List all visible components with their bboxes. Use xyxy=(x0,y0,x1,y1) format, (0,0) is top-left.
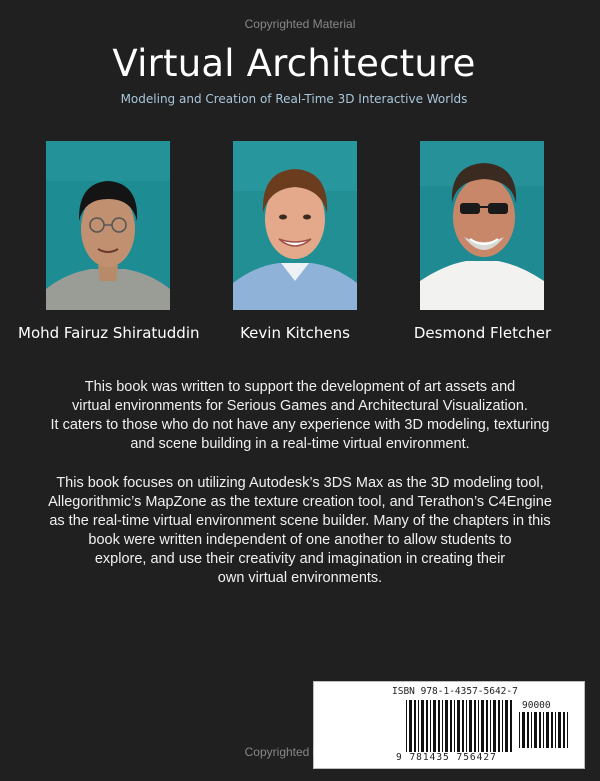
paragraph-line: This book focuses on utilizing Autodesk’s 3DS Max as the 3D modeling tool, xyxy=(56,475,544,491)
author-name-3: Desmond Fletcher xyxy=(413,324,552,342)
author-photo-3 xyxy=(420,141,544,310)
author-photo-2 xyxy=(233,141,357,310)
author-name-1: Mohd Fairuz Shiratuddin xyxy=(18,324,200,342)
isbn-text: ISBN 978-1-4357-5642-7 xyxy=(392,686,518,697)
description-paragraph-2 xyxy=(0,474,600,588)
paragraph-line: Allegorithmic’s MapZone as the texture creation tool, and Terathon’s C4Engine xyxy=(48,494,552,510)
paragraph-line: This book was written to support the development of art assets and xyxy=(84,379,516,395)
author-name-2: Kevin Kitchens xyxy=(240,324,350,342)
paragraph-line: It caters to those who do not have any experience with 3D modeling, texturing xyxy=(50,417,550,433)
book-title: Virtual Architecture xyxy=(112,42,476,85)
book-subtitle: Modeling and Creation of Real-Time 3D Interactive Worlds xyxy=(120,92,468,106)
paragraph-line: virtual environments for Serious Games and Architectural Visualization. xyxy=(72,398,528,414)
paragraph-line: as the real-time virtual environment scene builder. Many of the chapters in this xyxy=(49,513,551,529)
paragraph-line: explore, and use their creativity and imagination in creating their xyxy=(94,551,506,567)
ean-digits: 9 781435 756427 xyxy=(396,752,497,763)
paragraph-line: own virtual environments. xyxy=(217,570,383,586)
watermark-bottom: Copyrighted Material xyxy=(244,745,356,759)
author-photo-1 xyxy=(46,141,170,310)
watermark-top: Copyrighted Material xyxy=(244,17,356,31)
price-barcode-bars xyxy=(519,712,571,748)
description-paragraph-1 xyxy=(0,378,600,454)
price-code: 90000 xyxy=(522,700,551,711)
paragraph-line: book were written independent of one another to allow students to xyxy=(88,532,512,548)
paragraph-line: and scene building in a real-time virtual environment. xyxy=(130,436,470,452)
